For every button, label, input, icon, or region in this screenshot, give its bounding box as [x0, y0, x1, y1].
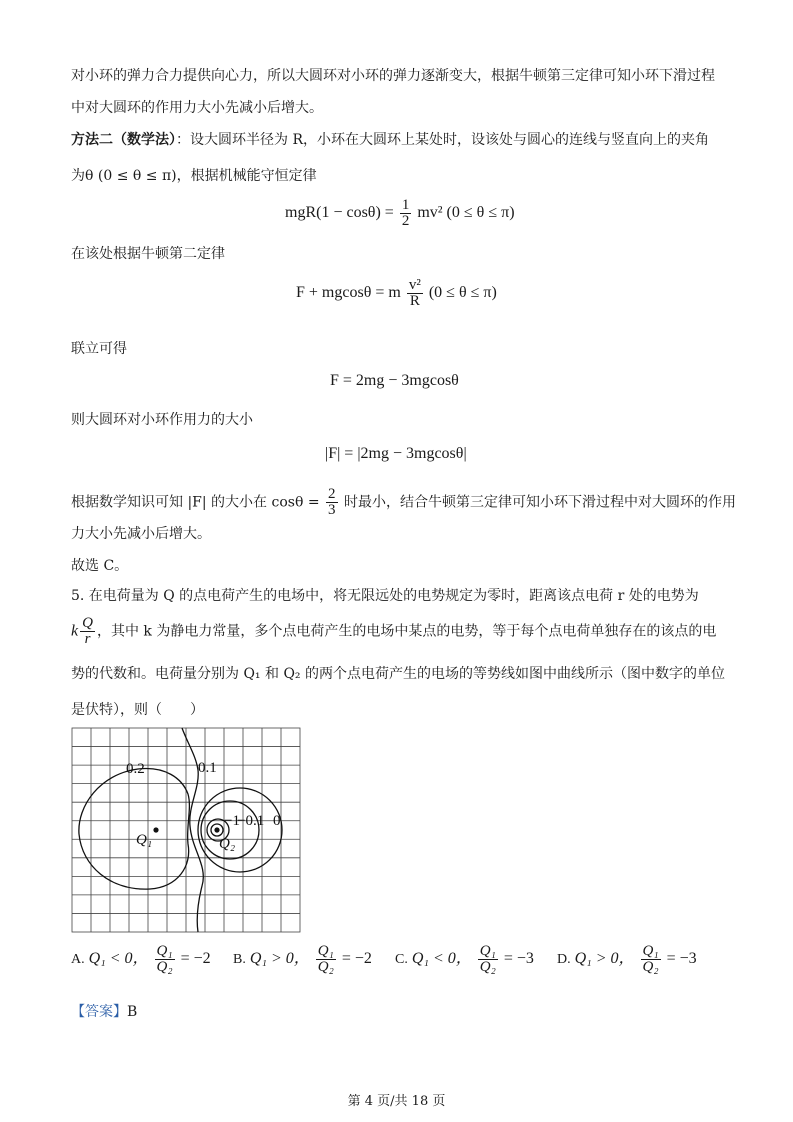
conclusion-part2: 时最小，结合牛顿第三定律可知小环下滑过程中对大圆环的作用: [343, 494, 736, 511]
conclusion-num: 2: [328, 486, 336, 502]
conclusion-line1: [71, 487, 736, 518]
equipotential-figure: [70, 726, 302, 934]
q5-line2: [71, 616, 716, 647]
option-value: = −2: [341, 950, 372, 968]
option-num: Q₁: [479, 943, 496, 959]
option-num: Q₁: [317, 943, 334, 959]
option-condition: Q₁ > 0，: [249, 950, 310, 968]
text-line: 对小环的弹力合力提供向心力，所以大圆环对小环的弹力逐渐变大，根据牛顿第三定律可知小环下滑过程: [71, 68, 715, 84]
label-neg0.1: −0.1: [237, 813, 265, 829]
answer-value: B: [127, 1004, 138, 1020]
eq1-num: 1: [401, 197, 410, 213]
option-value: = −3: [503, 950, 534, 968]
option-value: = −2: [180, 950, 211, 968]
option-letter: D.: [557, 952, 571, 968]
answer-tag: 【答案】: [71, 1004, 127, 1020]
text-line: 则大圆环对小环作用力的大小: [71, 412, 253, 428]
option-fraction: [641, 944, 661, 975]
q5-line3: 势的代数和。电荷量分别为 Q₁ 和 Q₂ 的两个点电荷产生的电场的等势线如图中曲线所示（图中数字的单位: [71, 666, 725, 682]
option-fraction: [478, 944, 498, 975]
option-condition: Q₁ > 0，: [574, 950, 635, 968]
q5-fraction: [80, 616, 95, 647]
q5-den: r: [80, 631, 95, 647]
option-letter: C.: [395, 952, 408, 968]
page-footer: 第 4 页/共 18 页: [347, 1094, 446, 1109]
charge-q2-dot: [214, 827, 219, 832]
answer: [71, 1002, 137, 1022]
option-b[interactable]: [233, 944, 372, 975]
label-0: 0: [273, 813, 281, 829]
equipotential-0.2: [79, 769, 190, 890]
equation-energy: [285, 198, 515, 229]
option-d[interactable]: [557, 944, 697, 975]
method2-heading: 方法二（数学法）: [71, 132, 176, 148]
label-q1: Q₁: [136, 832, 153, 848]
text-line: 为θ (0 ≤ θ ≤ π)，根据机械能守恒定律: [71, 168, 317, 184]
text-line: 中对大圆环的作用力大小先减小后增大。: [71, 100, 323, 116]
text-line: 联立可得: [71, 341, 127, 357]
grid: [72, 728, 300, 932]
label-0.1: 0.1: [198, 760, 217, 776]
option-num: Q₁: [156, 943, 173, 959]
option-fraction: [316, 944, 336, 975]
charge-q1-dot: [153, 827, 158, 832]
eq1-den: 2: [401, 213, 410, 229]
eq2-num: v²: [408, 277, 421, 293]
option-condition: Q₁ < 0，: [88, 950, 149, 968]
q5-num: Q: [82, 615, 93, 631]
conclusion-den: 3: [328, 502, 336, 518]
option-condition: Q₁ < 0，: [411, 950, 472, 968]
method2-text: ：设大圆环半径为 R，小环在大圆环上某处时，设该处与圆心的连线与竖直向上的夹角: [176, 132, 709, 148]
option-value: = −3: [666, 950, 697, 968]
label-neg1: −1: [224, 813, 240, 829]
option-den: Q₂: [156, 959, 173, 975]
eq1-lhs: mgR(1 − cosθ) =: [285, 204, 394, 222]
equation-result: F = 2mg − 3mgcosθ: [330, 372, 459, 389]
eq1-rhs: mv² (0 ≤ θ ≤ π): [417, 204, 515, 222]
conclusion-fraction: [326, 487, 338, 518]
eq2-den: R: [407, 293, 423, 309]
method2-line1: [71, 130, 709, 150]
eq2-lhs: F + mgcosθ = m: [296, 284, 401, 302]
equipotential-0.1: [182, 728, 203, 932]
text-line: 故选 C。: [71, 558, 129, 574]
text-line: 力大小先减小后增大。: [71, 526, 211, 542]
label-q2: Q₂: [219, 836, 236, 852]
eq1-fraction: [400, 198, 412, 229]
conclusion-part1: 根据数学知识可知 |F| 的大小在 cosθ =: [71, 494, 320, 511]
option-a[interactable]: [71, 944, 211, 975]
option-den: Q₂: [642, 959, 659, 975]
option-den: Q₂: [479, 959, 496, 975]
option-fraction: [155, 944, 175, 975]
q5-line2-text: ，其中 k 为静电力常量，多个点电荷产生的电场中某点的电势，等于每个点电荷单独存在的该点的电: [96, 623, 717, 640]
text-line: 在该处根据牛顿第二定律: [71, 246, 225, 262]
q5-line4: 是伏特），则（ ）: [71, 702, 204, 718]
q5-line1: 5. 在电荷量为 Q 的点电荷产生的电场中，将无限远处的电势规定为零时，距离该点电荷 r 处的电势为: [71, 588, 699, 604]
eq2-fraction: [407, 278, 423, 309]
q5-k: k: [71, 622, 79, 640]
option-letter: A.: [71, 952, 85, 968]
equation-magnitude: |F| = |2mg − 3mgcosθ|: [325, 445, 467, 462]
option-num: Q₁: [642, 943, 659, 959]
option-den: Q₂: [317, 959, 334, 975]
option-c[interactable]: [395, 944, 534, 975]
option-letter: B.: [233, 952, 246, 968]
equation-newton: [296, 278, 497, 309]
label-0.2: 0.2: [126, 761, 145, 777]
eq2-rhs: (0 ≤ θ ≤ π): [428, 284, 497, 302]
